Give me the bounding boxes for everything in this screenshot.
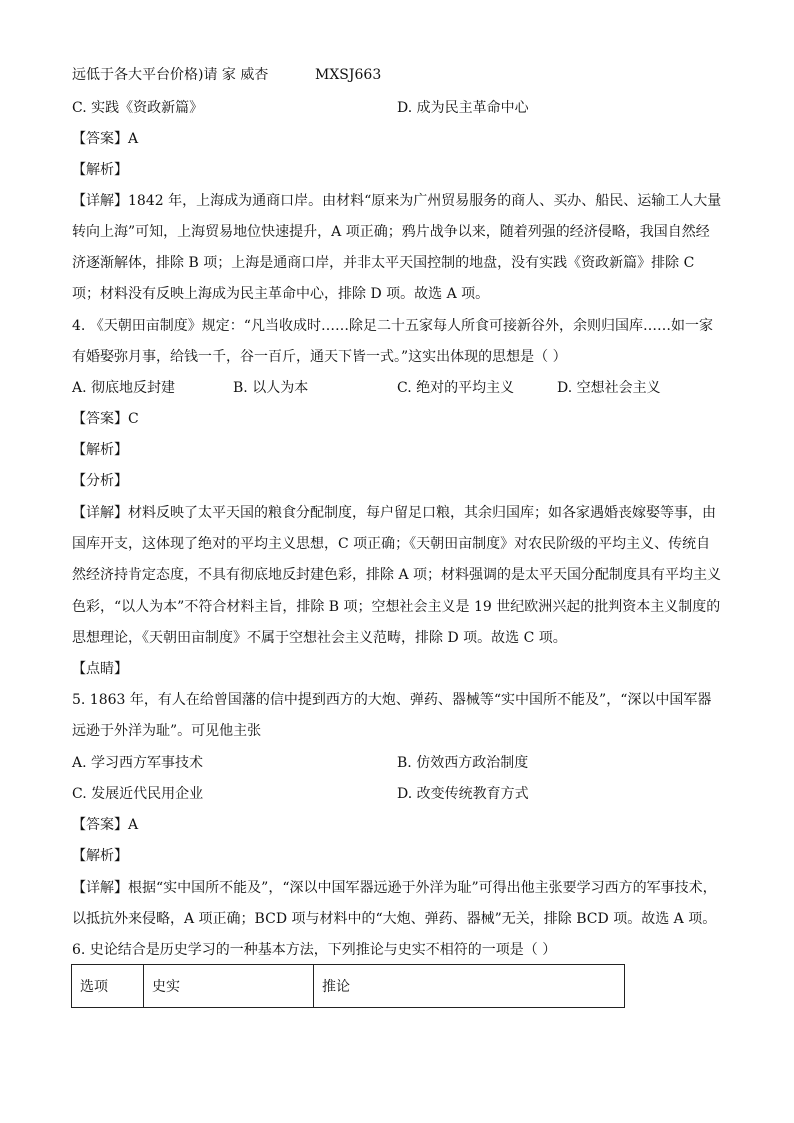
q4-option-c: C. 绝对的平均主义 xyxy=(397,380,515,396)
q4-option-b: B. 以人为本 xyxy=(233,380,309,396)
q5-option-c: C. 发展近代民用企业 xyxy=(72,786,204,802)
q3-option-d: D. 成为民主革命中心 xyxy=(397,100,529,116)
q3-answer: 【答案】A xyxy=(72,131,139,147)
q4-option-a: A. 彻底地反封建 xyxy=(72,380,176,396)
q4-detail-line: 思想理论，《天朝田亩制度》不属于空想社会主义范畴，排除 D 项。故选 C 项。 xyxy=(72,630,567,646)
table-header-row xyxy=(72,965,625,1008)
q4-stem-line: 4. 《天朝田亩制度》规定：“凡当收成时……除足二十五家每人所食可接新谷外，余则归国库……如一家 xyxy=(72,318,713,334)
q4-answer: 【答案】C xyxy=(72,411,139,427)
q4-detail-line: 国库开支，这体现了绝对的平均主义思想，C 项正确；《天朝田亩制度》对农民阶级的平均主义、传统自 xyxy=(72,536,711,552)
q4-analysis-heading: 【解析】 xyxy=(72,442,128,458)
table-header-cell: 选项 xyxy=(72,965,144,1008)
q4-detail-line: 色彩，“以人为本”不符合材料主旨，排除 B 项；空想社会主义是 19 世纪欧洲兴起的批判资本主义制度的 xyxy=(72,599,721,615)
q5-analysis-heading: 【解析】 xyxy=(72,848,128,864)
q3-detail-line: 转向上海”可知，上海贸易地位快速提升，A 项正确；鸦片战争以来，随着列强的经济侵略，我国自然经 xyxy=(72,224,710,240)
q5-option-b: B. 仿效西方政治制度 xyxy=(397,755,529,771)
q3-detail-line: 济逐渐解体，排除 B 项；上海是通商口岸，并非太平天国控制的地盘，没有实践《资政新篇》排除 C xyxy=(72,255,695,271)
q4-fenxi-heading: 【分析】 xyxy=(72,473,128,489)
table-header-cell: 史实 xyxy=(144,965,314,1008)
q4-detail-line: 【详解】材料反映了太平天国的粮食分配制度，每户留足口粮，其余归国库；如各家遇婚丧嫁娶等事，由 xyxy=(72,505,716,521)
q5-detail-line: 【详解】根据“实中国所不能及”，“深以中国军器远逊于外洋为耻”可得出他主张要学习西方的军事技术， xyxy=(72,880,717,896)
q5-answer: 【答案】A xyxy=(72,817,139,833)
q5-detail-line: 以抵抗外来侵略，A 项正确；BCD 项与材料中的“大炮、弹药、器械”无关，排除 BCD 项。故选 A 项。 xyxy=(72,911,717,927)
q5-option-a: A. 学习西方军事技术 xyxy=(72,755,204,771)
q3-detail-line: 【详解】1842 年，上海成为通商口岸。由材料“原来为广州贸易服务的商人、买办、船民、运输工人大量 xyxy=(72,193,722,209)
q5-stem-line: 远逊于外洋为耻”。可见他主张 xyxy=(72,723,262,739)
q6-stem: 6. 史论结合是历史学习的一种基本方法，下列推论与史实不相符的一项是（ ） xyxy=(72,942,557,958)
q4-option-d: D. 空想社会主义 xyxy=(557,380,661,396)
q4-stem-line: 有婚娶弥月事，给钱一千，谷一百斤，通天下皆一式。”这实出体现的思想是（ ） xyxy=(72,349,567,365)
q5-option-d: D. 改变传统教育方式 xyxy=(397,786,529,802)
top-text: 远低于各大平台价格)请 家 威杏 xyxy=(72,67,269,83)
q3-analysis-heading: 【解析】 xyxy=(72,162,128,178)
q3-option-c: C. 实践《资政新篇》 xyxy=(72,100,204,116)
q4-detail-line: 然经济持肯定态度，不具有彻底地反封建色彩，排除 A 项；材料强调的是太平天国分配制度具有平均主义 xyxy=(72,567,722,583)
top-code: MXSJ663 xyxy=(315,67,382,83)
q6-table xyxy=(71,964,625,1008)
table-header-cell: 推论 xyxy=(314,965,625,1008)
q3-detail-line: 项；材料没有反映上海成为民主革命中心，排除 D 项。故选 A 项。 xyxy=(72,286,490,302)
q4-dianjing-heading: 【点睛】 xyxy=(72,661,128,677)
q5-stem-line: 5. 1863 年，有人在给曾国藩的信中提到西方的大炮、弹药、器械等“实中国所不能及”，“深以中国军器 xyxy=(72,692,712,708)
